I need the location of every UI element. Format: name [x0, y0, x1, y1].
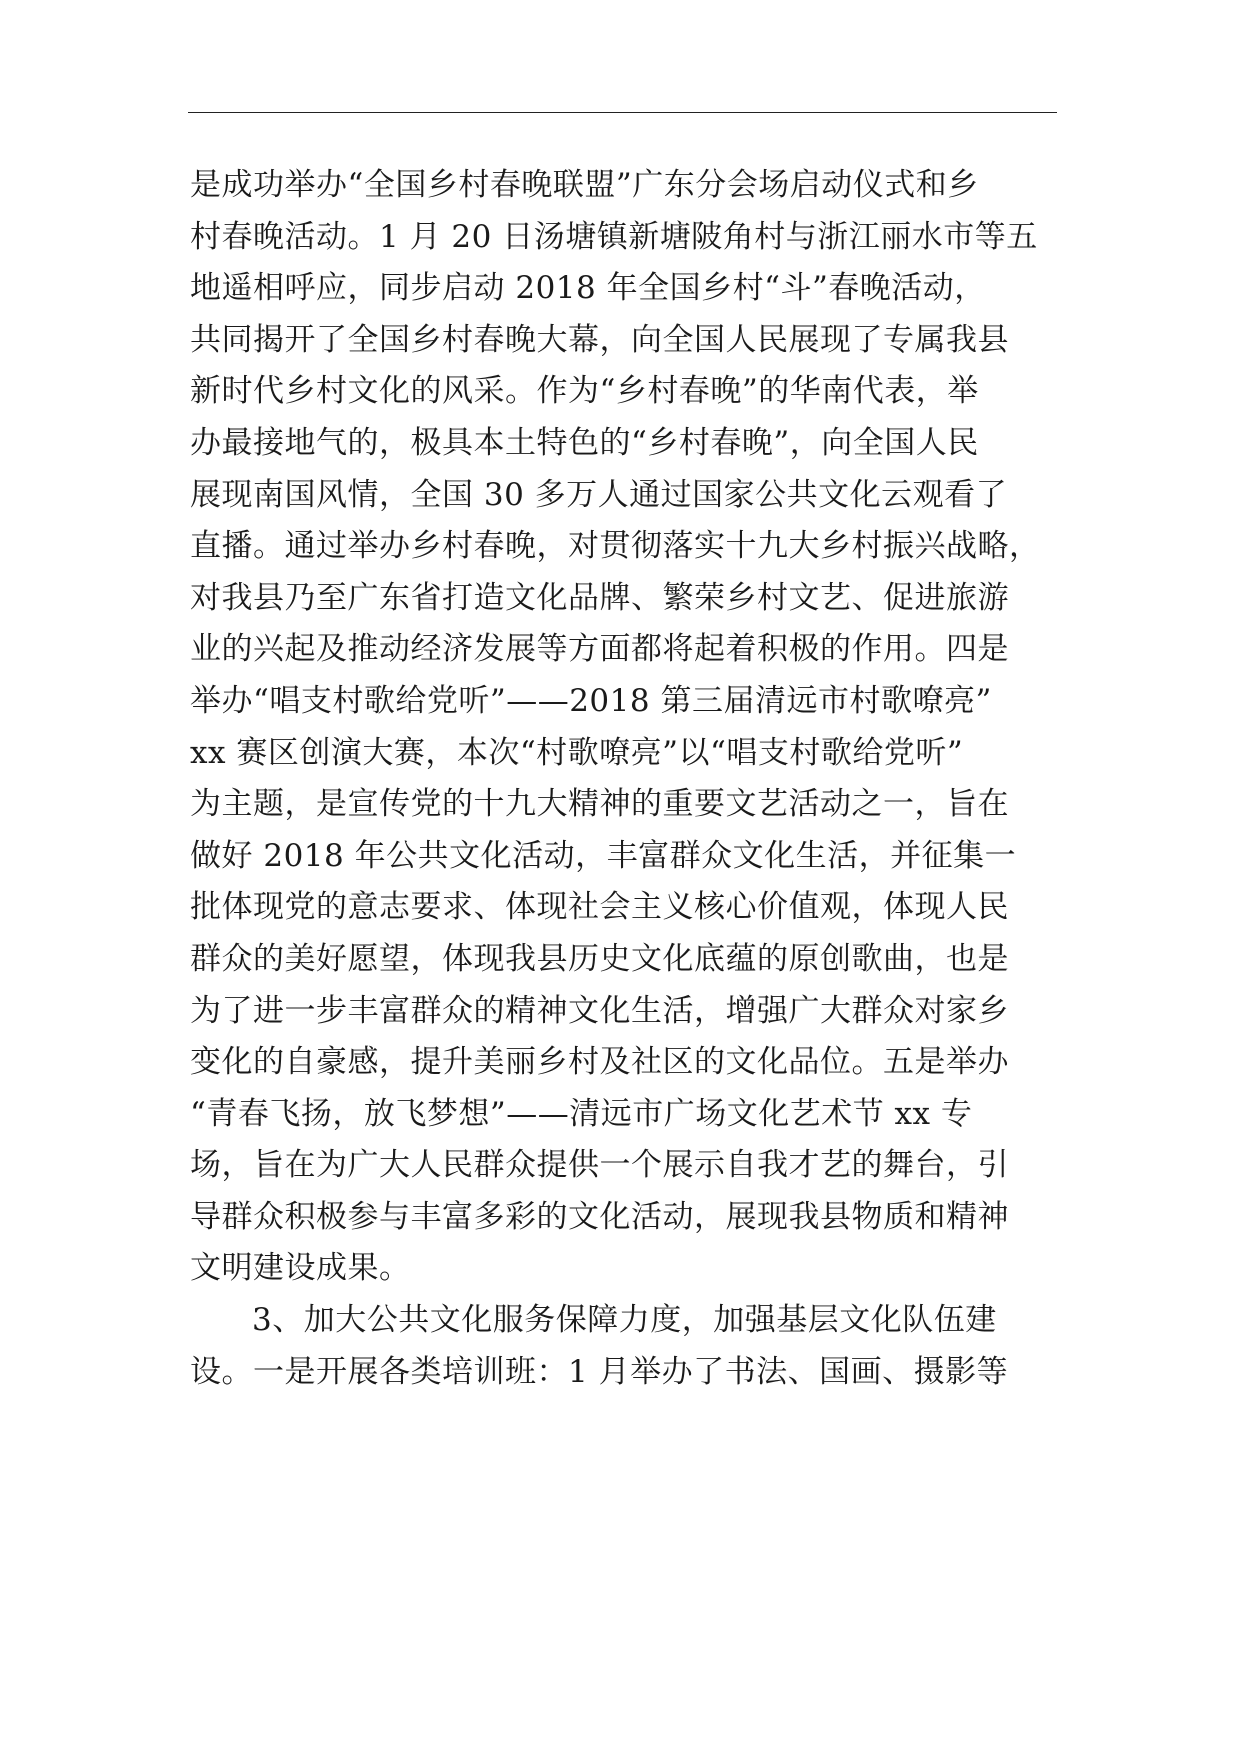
text-line: 为了进一步丰富群众的精神文化生活，增强广大群众对家乡 — [190, 992, 1009, 1029]
text-line: 群众的美好愿望，体现我县历史文化底蕴的原创歌曲，也是 — [190, 940, 1009, 977]
text-line: 为主题，是宣传党的十九大精神的重要文艺活动之一，旨在 — [190, 786, 1009, 823]
text-line: 设。一是开展各类培训班：1 月举办了书法、国画、摄影等 — [190, 1353, 1009, 1390]
text-line: 文明建设成果。 — [190, 1250, 411, 1287]
text-line: 是成功举办“全国乡村春晚联盟”广东分会场启动仪式和乡 — [190, 167, 979, 203]
paragraph-start-line: 3、加大公共文化服务保障力度，加强基层文化队伍建 — [252, 1302, 997, 1339]
text-line: 新时代乡村文化的风采。作为“乡村春晚”的华南代表，举 — [190, 373, 979, 410]
text-line: 地遥相呼应，同步启动 2018 年全国乡村“斗”春晚活动， — [190, 270, 986, 307]
header-divider — [188, 112, 1057, 113]
text-line: 变化的自豪感，提升美丽乡村及社区的文化品位。五是举办 — [190, 1044, 1009, 1081]
text-line: 场，旨在为广大人民群众提供一个展示自我才艺的舞台，引 — [190, 1147, 1009, 1184]
text-line: 做好 2018 年公共文化活动，丰富群众文化生活，并征集一 — [190, 837, 1017, 874]
text-line: 展现南国风情，全国 30 多万人通过国家公共文化云观看了 — [190, 476, 1008, 513]
body-text — [190, 160, 1070, 1398]
text-line: xx 赛区创演大赛，本次“村歌嘹亮”以“唱支村歌给党听” — [190, 734, 964, 771]
text-line: 对我县乃至广东省打造文化品牌、繁荣乡村文艺、促进旅游 — [190, 579, 1009, 616]
text-line: 业的兴起及推动经济发展等方面都将起着积极的作用。四是 — [190, 631, 1009, 668]
text-line: 办最接地气的，极具本土特色的“乡村春晚”，向全国人民 — [190, 424, 979, 461]
text-line: 村春晚活动。1 月 20 日汤塘镇新塘陂角村与浙江丽水市等五 — [190, 218, 1038, 255]
text-line: 直播。通过举办乡村春晚，对贯彻落实十九大乡村振兴战略， — [190, 528, 1041, 565]
text-line: 共同揭开了全国乡村春晚大幕，向全国人民展现了专属我县 — [190, 321, 1009, 358]
text-line: “青春飞扬，放飞梦想”——清远市广场文化艺术节 xx 专 — [190, 1095, 973, 1132]
text-line: 举办“唱支村歌给党听”——2018 第三届清远市村歌嘹亮” — [190, 682, 992, 719]
text-line: 批体现党的意志要求、体现社会主义核心价值观，体现人民 — [190, 889, 1009, 926]
text-line: 导群众积极参与丰富多彩的文化活动，展现我县物质和精神 — [190, 1198, 1009, 1235]
